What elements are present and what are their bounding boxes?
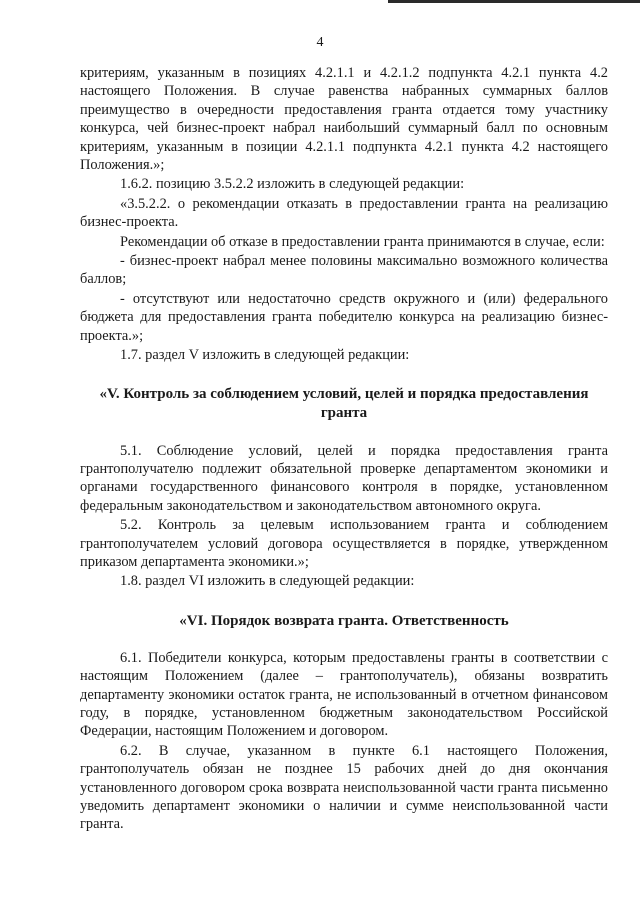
paragraph-6-1: 6.1. Победители конкурса, которым предоставлены гранты в соответствии с настоящим Положением (далее – грантополучатель), обязаны возвратить департаменту экономики остаток гранта, не использованный в отчетном финансовом году, в порядке, установленном бюджетным законодательством Российской Федерации, настоящим Положением и договором. [80,649,608,740]
document-body [80,64,608,835]
paragraph-5-1: 5.1. Соблюдение условий, целей и порядка предоставления гранта грантополучателю подлежит обязательной проверке департаментом экономики и органами государственного финансового контроля в порядке, установленном федеральным законодательством и законодательством автономного округа. [80,442,608,514]
list-item-budget: - отсутствуют или недостаточно средств окружного и (или) федерального бюджета для предоставления гранта победителю конкурса на реализацию бизнес-проекта.»; [80,290,608,344]
paragraph-6-2: 6.2. В случае, указанном в пункте 6.1 настоящего Положения, грантополучатель обязан не позднее 15 рабочих дней до дня окончания установленного договором срока возврата неиспользованной части гранта письменно уведомить департамент экономики о наличии и сумме неиспользованной части гранта. [80,742,608,833]
section-v-title: «V. Контроль за соблюдением условий, целей и порядка предоставления гранта [99,385,589,421]
list-item-points: - бизнес-проект набрал менее половины максимально возможного количества баллов; [80,253,608,288]
section-vi-title: «VI. Порядок возврата гранта. Ответственность [179,612,509,629]
paragraph-1-7: 1.7. раздел V изложить в следующей редакции: [120,347,410,364]
scan-edge-mark [388,0,640,3]
paragraph-refusal-cases: Рекомендации об отказе в предоставлении гранта принимаются в случае, если: [120,233,605,250]
paragraph-1-6-2: 1.6.2. позицию 3.5.2.2 изложить в следующей редакции: [120,176,465,193]
paragraph-1-8: 1.8. раздел VI изложить в следующей редакции: [120,573,415,590]
page-number: 4 [316,35,324,50]
paragraph-3-5-2-2: «3.5.2.2. о рекомендации отказать в предоставлении гранта на реализацию бизнес-проекта. [80,195,608,231]
paragraph-criteria-continuation: критериям, указанным в позициях 4.2.1.1 и 4.2.1.2 подпункта 4.2.1 пункта 4.2 настоящего Положения. В случае равенства набранных суммарных баллов преимущество в очередности предоставления гранта отдается тому участнику конкурса, чей бизнес-проект набрал наибольший суммарный балл по основным критериям, указанным в позиции 4.2.1.1 подпункта 4.2.1 пункта 4.2 настоящего Положения.»; [80,65,608,174]
paragraph-5-2: 5.2. Контроль за целевым использованием гранта и соблюдением грантополучателем условий договора осуществляется в порядке, утвержденном приказом департамента экономики.»; [80,517,608,570]
